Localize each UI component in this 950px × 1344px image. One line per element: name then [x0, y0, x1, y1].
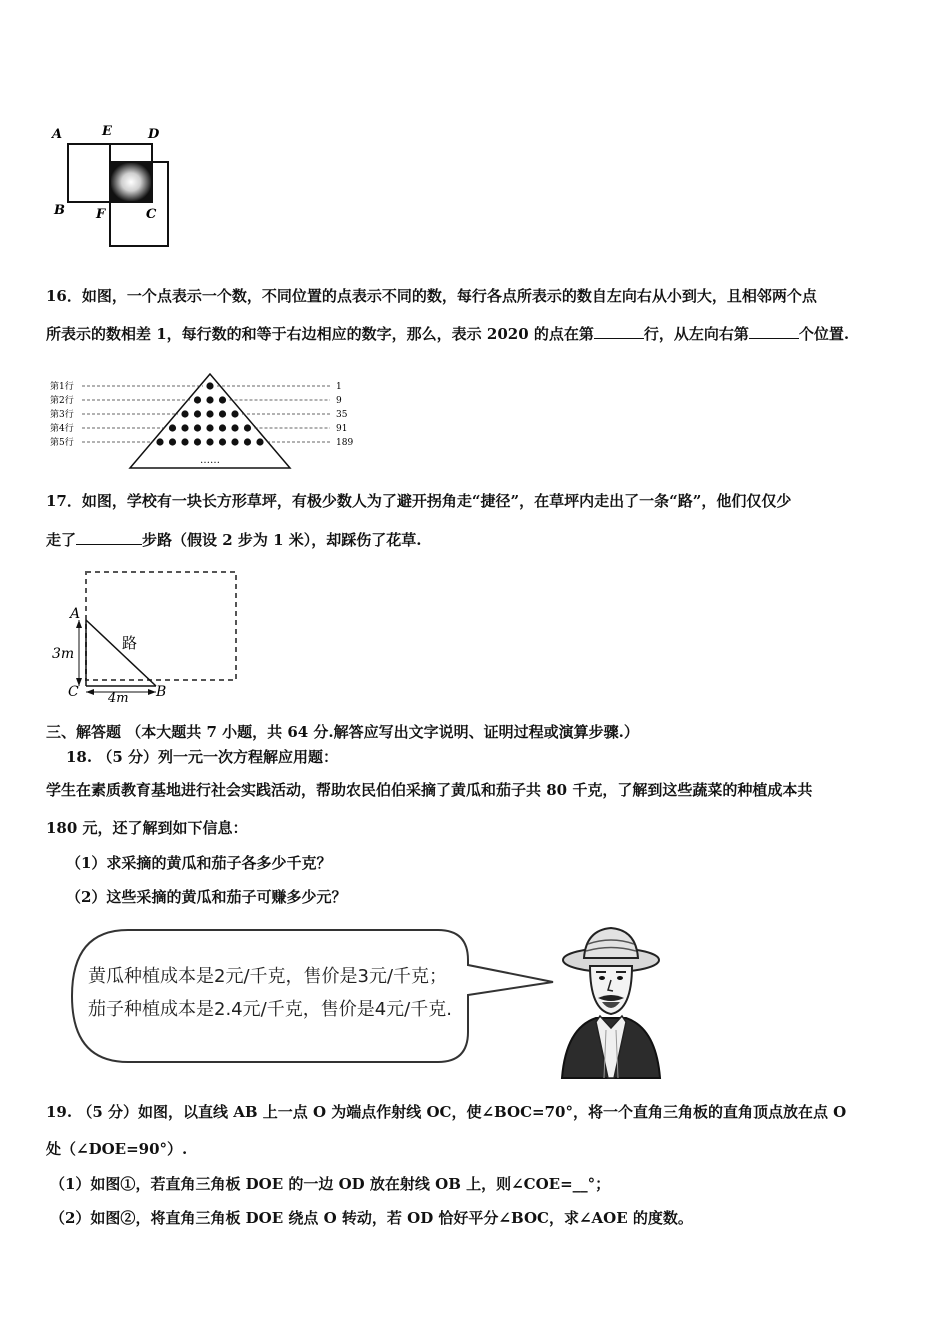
row-sum: 91	[336, 424, 348, 434]
number-dot	[244, 424, 251, 431]
point-b: B	[156, 684, 167, 700]
row-label: 第3行	[50, 410, 74, 420]
label-d: D	[148, 127, 160, 142]
number-dot	[219, 396, 226, 403]
number-dot	[206, 382, 213, 389]
row-label: 第4行	[50, 424, 74, 434]
number-dot	[156, 438, 163, 445]
q17-blank-steps	[76, 528, 142, 545]
q17-line2	[46, 528, 906, 551]
width-label: 4m	[108, 691, 129, 704]
number-dot	[194, 396, 201, 403]
section-3-heading: 三、解答题 （本大题共 7 小题，共 64 分.解答应写出文字说明、证明过程或演算步骤.）	[46, 723, 639, 741]
q19-sub1: （1）如图①，若直角三角板 DOE 的一边 OD 放在射线 OB 上，则∠COE=__°；	[50, 1175, 611, 1193]
number-dot	[169, 438, 176, 445]
q16-line2	[46, 322, 906, 345]
number-dot	[231, 438, 238, 445]
number-dot	[194, 438, 201, 445]
number-dot	[206, 396, 213, 403]
farmer-illustration	[556, 918, 666, 1080]
q17-line2-a: 走了	[46, 531, 77, 549]
q18-sub1: （1）求采摘的黄瓜和茄子各多少千克？	[66, 854, 332, 872]
number-dot	[219, 438, 226, 445]
number-dot	[244, 438, 251, 445]
label-a: A	[52, 127, 63, 142]
bubble-line2: 茄子种植成本是2.4元/千克，售价是4元/千克.	[88, 999, 452, 1020]
row-label: 第1行	[50, 382, 74, 392]
q16-figure	[40, 372, 370, 472]
q15-figure	[44, 118, 184, 253]
row-sum: 35	[336, 410, 348, 420]
q19-line2: 处（∠DOE=90°）.	[46, 1140, 188, 1158]
label-b: B	[54, 203, 65, 218]
q17-figure	[46, 566, 246, 704]
label-f: F	[96, 207, 106, 222]
point-a: A	[70, 606, 81, 622]
number-dot	[219, 410, 226, 417]
number-dot	[194, 424, 201, 431]
row-label: 第2行	[50, 396, 74, 406]
q19-sub2: （2）如图②，将直角三角板 DOE 绕点 O 转动，若 OD 恰好平分∠BOC，求∠AOE 的度数。	[50, 1209, 693, 1227]
number-dot	[181, 424, 188, 431]
road-label: 路	[122, 634, 138, 652]
shortcut-road	[86, 620, 156, 686]
row-sum: 1	[336, 382, 342, 392]
q18-title: 18. （5 分）列一元一次方程解应用题：	[66, 748, 338, 766]
number-dot	[181, 438, 188, 445]
q16-line2-a: 所表示的数相差 1，每行数的和等于右边相应的数字，那么，表示 2020 的点在第	[46, 325, 594, 343]
q18-line1: 学生在素质教育基地进行社会实践活动，帮助农民伯伯采摘了黄瓜和茄子共 80 千克，了解到这些蔬菜的种植成本共	[46, 781, 813, 799]
q17-line2-b: 步路（假设 2 步为 1 米），却踩伤了花草.	[142, 531, 422, 549]
dot-rows	[50, 380, 353, 448]
lawn-rectangle	[86, 572, 236, 680]
q17-line1: 17．如图，学校有一块长方形草坪，有极少数人为了避开拐角走“捷径”，在草坪内走出了一条“路”，他们仅仅少	[46, 492, 792, 510]
number-dot	[206, 424, 213, 431]
number-dot	[231, 424, 238, 431]
label-c: C	[146, 207, 157, 222]
overlap-shaded	[110, 162, 152, 202]
number-dot	[256, 438, 263, 445]
q16-line1: 16．如图，一个点表示一个数，不同位置的点表示不同的数，每行各点所表示的数自左向右从小到大，且相邻两个点	[46, 287, 817, 305]
number-dot	[219, 424, 226, 431]
q16-blank-position	[749, 322, 799, 339]
row-sum: 9	[336, 396, 342, 406]
row-sum: 189	[336, 438, 354, 448]
number-dot	[169, 424, 176, 431]
q16-ellipsis: ……	[200, 455, 220, 466]
bubble-line1: 黄瓜种植成本是2元/千克，售价是3元/千克；	[88, 966, 448, 987]
q16-blank-row	[594, 322, 644, 339]
label-e: E	[102, 124, 112, 139]
q16-line2-b: 行，从左向右第	[643, 325, 749, 343]
q18-line2: 180 元，还了解到如下信息：	[46, 819, 248, 837]
number-dot	[231, 410, 238, 417]
number-dot	[206, 410, 213, 417]
point-c: C	[68, 684, 79, 700]
q16-line2-c: 个位置.	[798, 325, 850, 343]
number-dot	[194, 410, 201, 417]
q19-line1: 19. （5 分）如图，以直线 AB 上一点 O 为端点作射线 OC，使∠BOC=70°，将一个直角三角板的直角顶点放在点 O	[46, 1103, 847, 1121]
number-dot	[206, 438, 213, 445]
number-dot	[181, 410, 188, 417]
row-label: 第5行	[50, 438, 74, 448]
q18-sub2: （2）这些采摘的黄瓜和茄子可赚多少元？	[66, 888, 347, 906]
height-label: 3m	[52, 646, 75, 662]
